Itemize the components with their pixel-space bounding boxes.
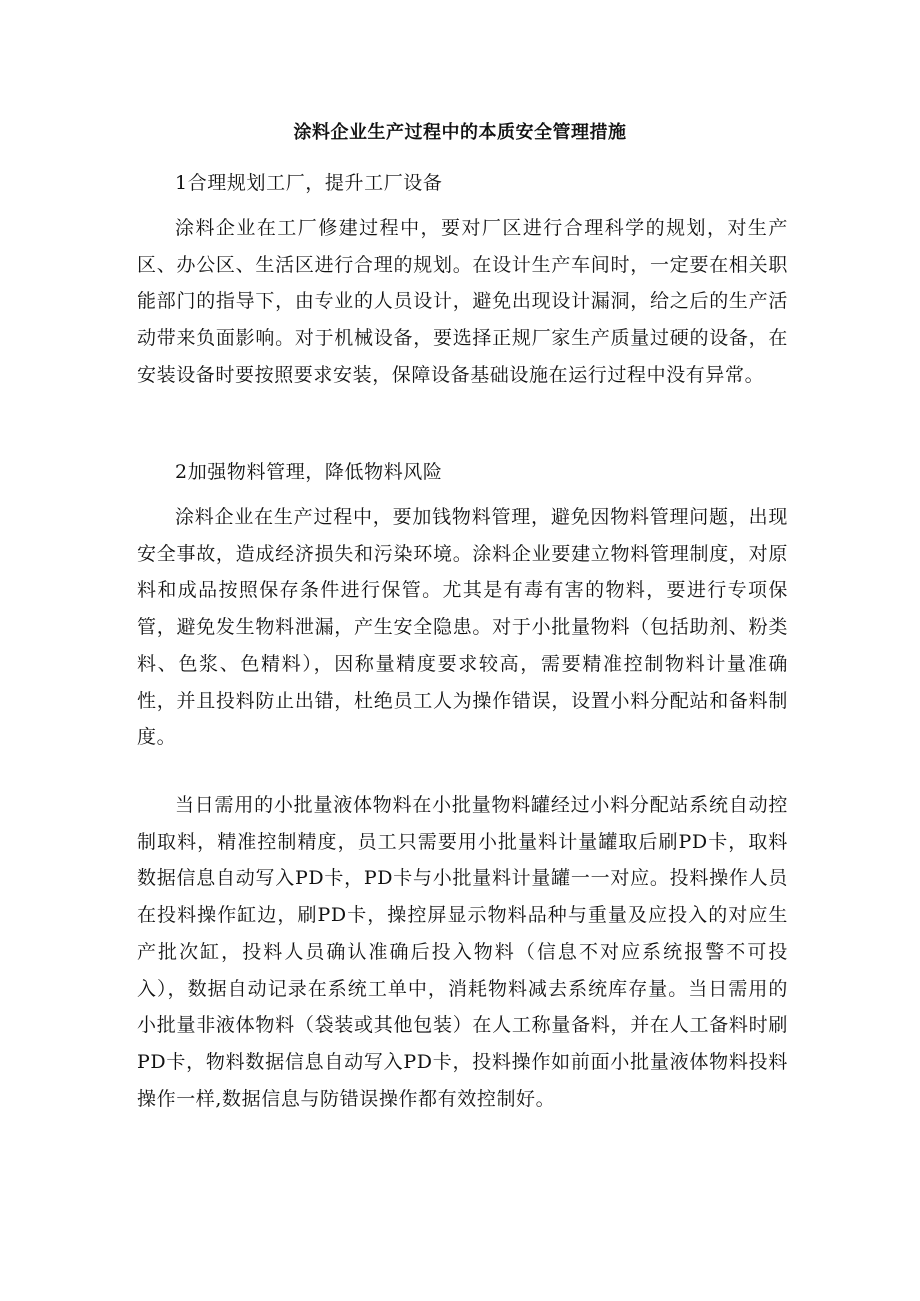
section-heading: 2加强物料管理，降低物料风险 (175, 461, 443, 483)
section-heading: 1合理规划工厂，提升工厂设备 (175, 172, 443, 194)
document-title: 涂料企业生产过程中的本质安全管理措施 (293, 122, 627, 143)
paragraph: 涂料企业在工厂修建过程中，要对厂区进行合理科学的规划，对生产区、办公区、生活区进行合理的规划。在设计生产车间时，一定要在相关职能部门的指导下，由专业的人员设计，避免出现设计漏洞，给之后的生产活动带来负面影响。对于机械设备，要选择正规厂家生产质量过硬的设备，在安装设备时要按照要求安装，保障设备基础设施在运行过程中没有异常。 (137, 217, 788, 386)
paragraph: 当日需用的小批量液体物料在小批量物料罐经过小料分配站系统自动控制取料，精准控制精度，员工只需要用小批量料计量罐取后刷PD卡，取料数据信息自动写入PD卡，PD卡与小批量料计量罐一一对应。投料操作人员在投料操作缸边，刷PD卡，操控屏显示物料品种与重量及应投入的对应生产批次缸，投料人员确认准确后投入物料（信息不对应系统报警不可投入），数据自动记录在系统工单中，消耗物料减去系统库存量。当日需用的小批量非液体物料（袋装或其他包装）在人工称量备料，并在人工备料时刷PD卡，物料数据信息自动写入PD卡，投料操作如前面小批量液体物料投料操作一样,数据信息与防错误操作都有效控制好。 (137, 794, 788, 1110)
paragraph: 涂料企业在生产过程中，要加钱物料管理，避免因物料管理问题，出现安全事故，造成经济损失和污染环境。涂料企业要建立物料管理制度，对原料和成品按照保存条件进行保管。尤其是有毒有害的物料，要进行专项保管，避免发生物料泄漏，产生安全隐患。对于小批量物料（包括助剂、粉类料、色浆、色精料），因称量精度要求较高，需要精准控制物料计量准确性，并且投料防止出错，杜绝员工人为操作错误，设置小料分配站和备料制度。 (137, 506, 788, 749)
